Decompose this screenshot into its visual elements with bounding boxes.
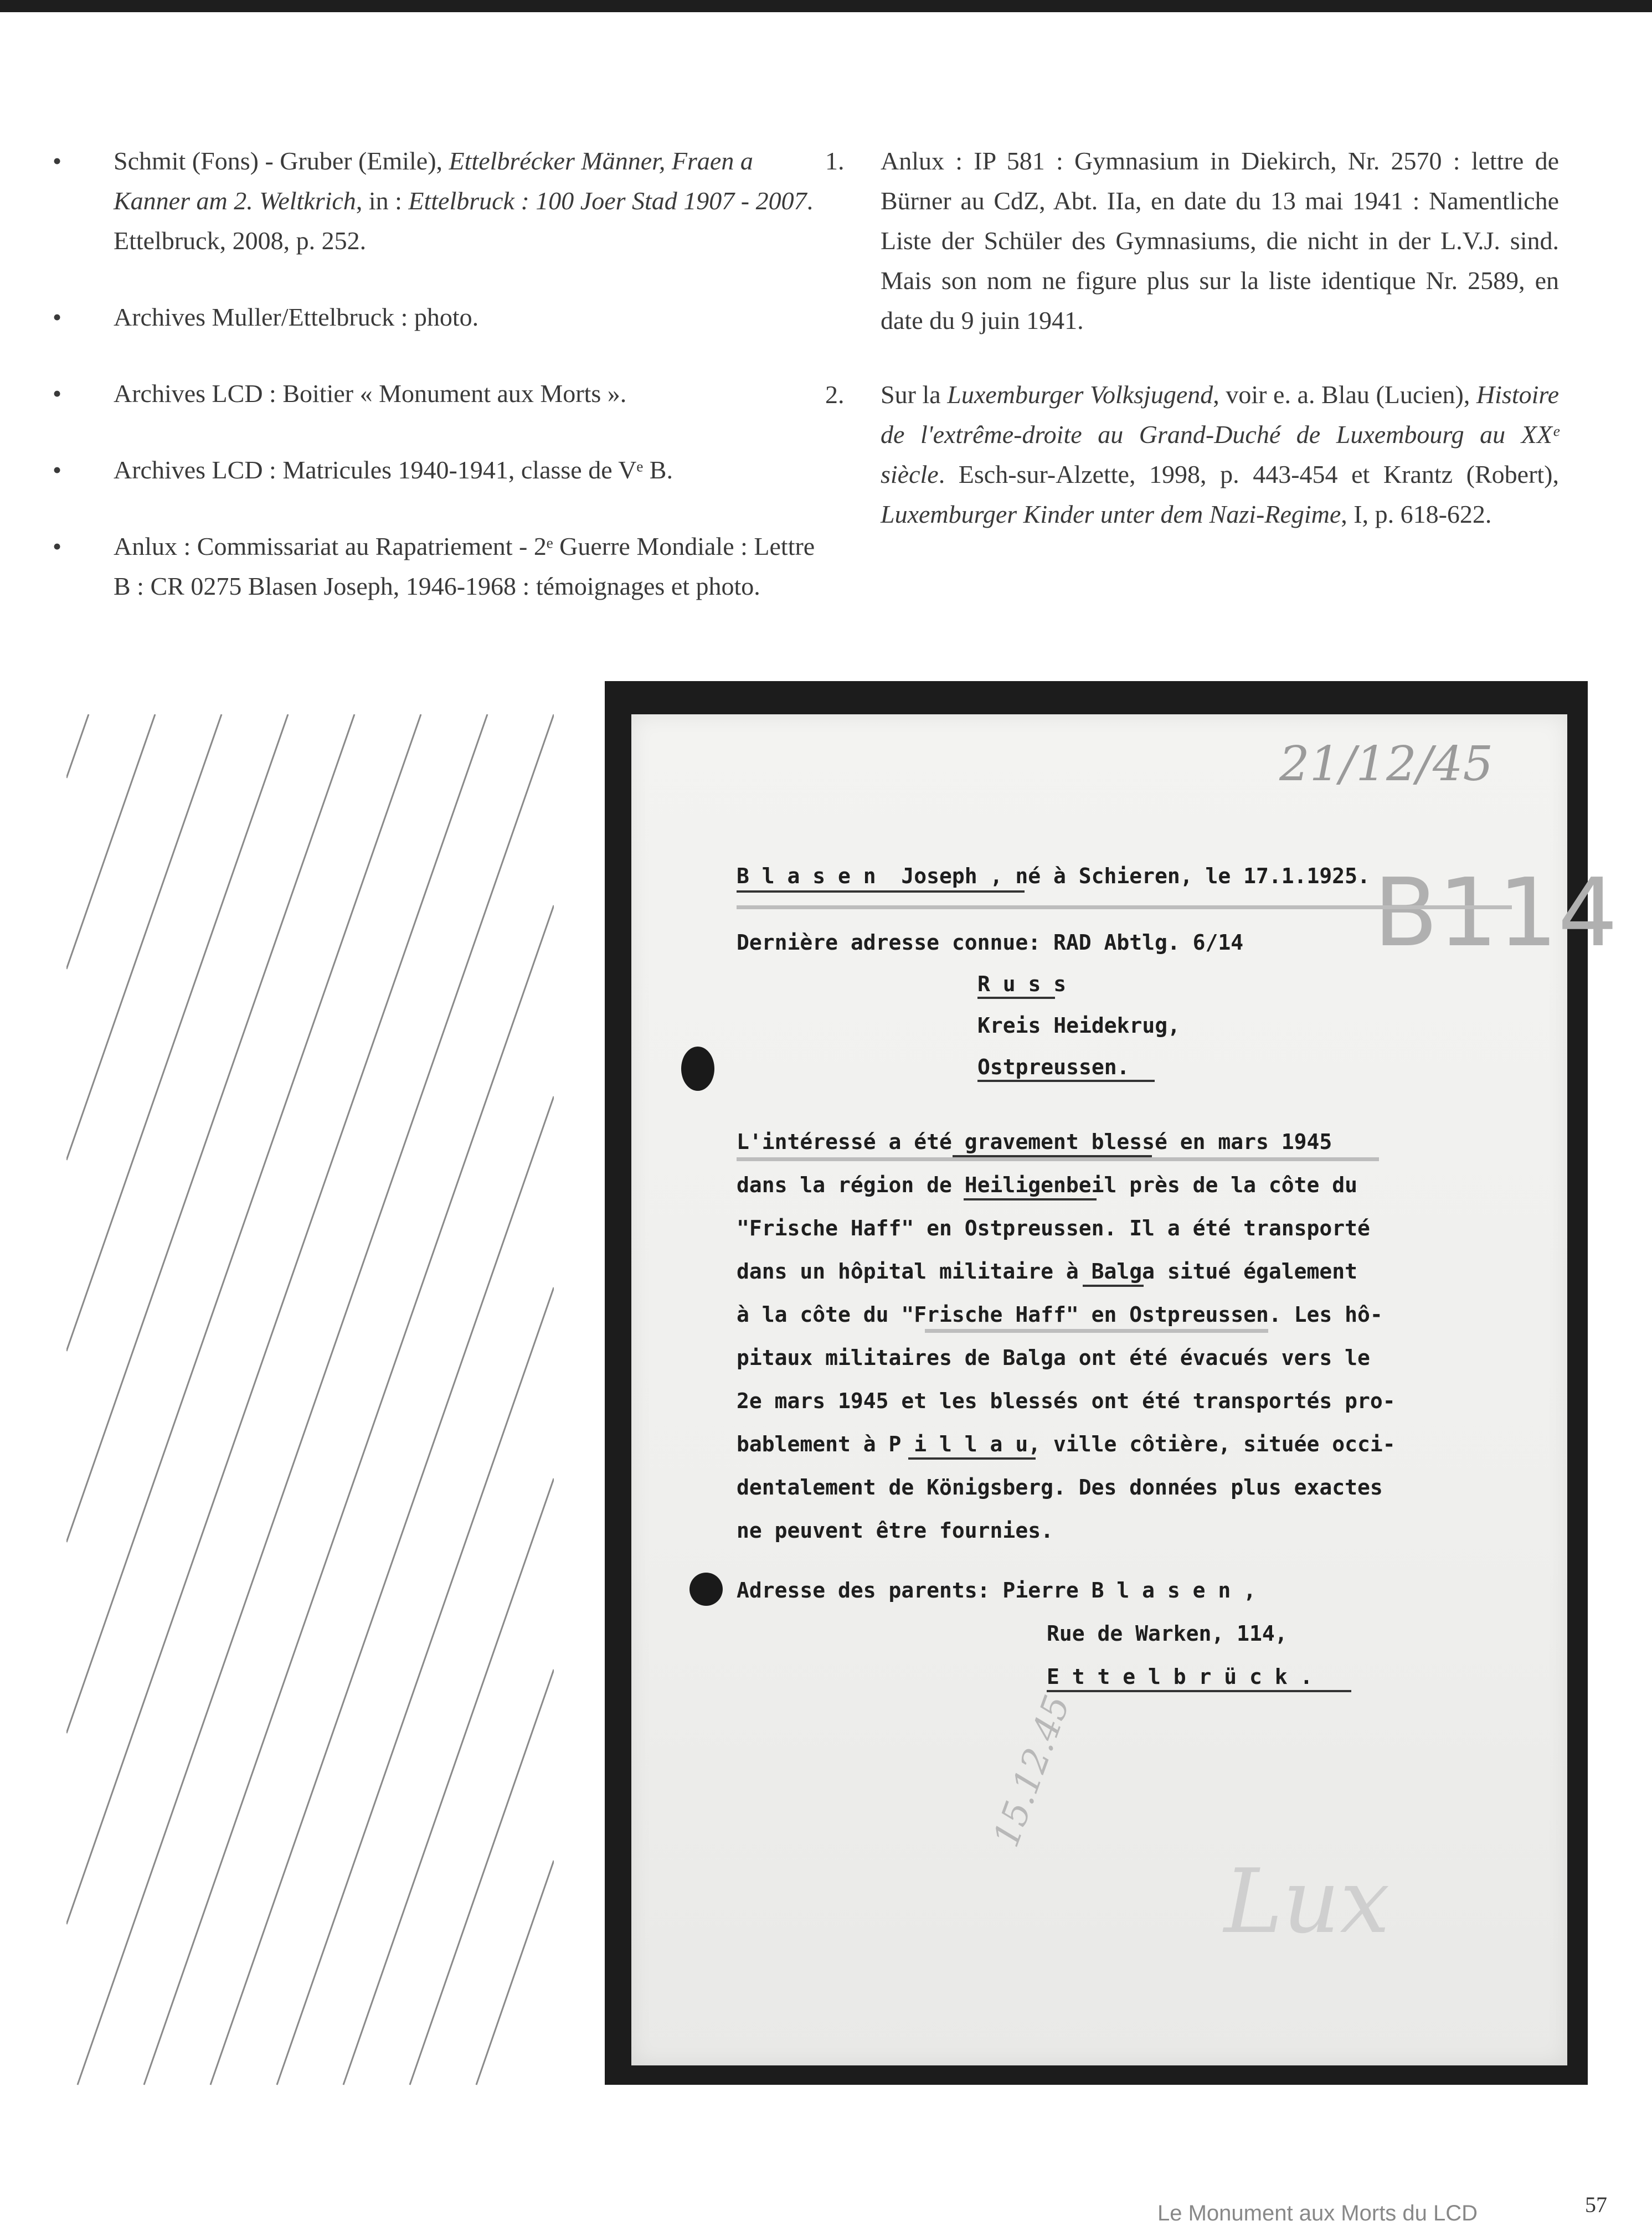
underline — [964, 1198, 1097, 1200]
doc-line: dentalement de Königsberg. Des données plus exactes — [737, 1475, 1383, 1500]
doc-line: dans la région de Heiligenbeil près de la côte du — [737, 1173, 1358, 1197]
doc-line: dans un hôpital militaire à Balga situé également — [737, 1259, 1358, 1284]
doc-line: bablement à P i l l a u, ville côtière, située occi- — [737, 1432, 1396, 1456]
underline — [977, 997, 1055, 999]
source-item: • Archives Muller/Ettelbruck : photo. — [53, 297, 817, 337]
doc-line-name: B l a s e n Joseph , né à Schieren, le 17.1.1925. — [737, 864, 1370, 888]
bullet-icon: • — [53, 456, 62, 484]
running-title: Le Monument aux Morts du LCD — [1157, 2201, 1478, 2225]
doc-line: 2e mars 1945 et les blessés ont été transportés pro- — [737, 1389, 1396, 1413]
handwritten-signature: Lux — [1224, 1849, 1390, 1953]
punch-hole — [681, 1047, 714, 1091]
footnote-number: 2. — [825, 380, 845, 409]
underline — [908, 1457, 1036, 1460]
source-item: • Archives LCD : Matricules 1940-1941, classe de Vᵉ B. — [53, 450, 817, 490]
date-stamp: 21/12/45 — [1279, 736, 1494, 792]
doc-line: ne peuvent être fournies. — [737, 1518, 1053, 1543]
doc-line: Kreis Heidekrug, — [977, 1013, 1181, 1038]
typed-document — [631, 714, 1618, 2065]
doc-line: R u s s — [977, 972, 1067, 996]
reference-mark: B114 — [1373, 858, 1618, 968]
doc-line: E t t e l b r ü c k . — [1047, 1665, 1313, 1689]
footnote — [825, 141, 1559, 341]
doc-line: Dernière adresse connue: RAD Abtlg. 6/14 — [737, 930, 1244, 955]
doc-line: Adresse des parents: Pierre B l a s e n , — [737, 1578, 1256, 1602]
footnotes-list — [825, 141, 1559, 569]
doc-line: pitaux militaires de Balga ont été évacués vers le — [737, 1346, 1370, 1370]
punch-hole — [689, 1573, 723, 1606]
underline — [1083, 1285, 1144, 1287]
page-number: 57 — [1585, 2192, 1607, 2217]
bullet-icon: • — [53, 379, 62, 408]
doc-line: à la côte du "Frische Haff" en Ostpreussen. Les hô- — [737, 1302, 1383, 1327]
underline — [737, 890, 1025, 893]
highlight-mark — [737, 905, 1512, 909]
source-item: • Archives LCD : Boitier « Monument aux Morts ». — [53, 374, 817, 414]
highlight-mark — [925, 1329, 1268, 1333]
footnote-text: Anlux : IP 581 : Gymnasium in Diekirch, Nr. 2570 : lettre de Bürner au CdZ, Abt. IIa, en date du 13 mai 1941 : Namentliche Liste der Schüler des Gymnasiums, die nicht in der L.V.J. sind. Mais son nom ne figure plus sur la liste identique Nr. 2589, en date du 9 juin 1941. — [881, 147, 1559, 334]
source-item: • Anlux : Commissariat au Rapatriement - 2ᵉ Guerre Mondiale : Lettre B : CR 0275 Blasen Joseph, 1946-1968 : témoignages et photo. — [53, 527, 817, 606]
doc-line: Ostpreussen. — [977, 1055, 1130, 1079]
sources-list — [53, 141, 817, 643]
bullet-icon: • — [53, 532, 62, 560]
source-item: • Schmit (Fons) - Gruber (Emile), Ettelbrécker Männer, Fraen a Kanner am 2. Weltkrich, in : Ettelbruck : 100 Joer Stad 1907 - 2007. Ettelbruck, 2008, p. 252. — [53, 141, 817, 261]
footnote-number: 1. — [825, 147, 845, 175]
doc-line: Rue de Warken, 114, — [1047, 1621, 1288, 1646]
bullet-icon: • — [53, 147, 62, 175]
underline — [1047, 1690, 1351, 1692]
top-border — [0, 0, 1652, 12]
footnote: 2. Sur la Luxemburger Volksjugend, voir e. a. Blau (Lucien), Histoire de l'extrême-droite au Grand-Duché de Luxembourg au XXᵉ siècle. Esch-sur-Alzette, 1998, p. 443-454 et Krantz (Robert), Luxemburger Kinder unter dem Nazi-Regime, I, p. 618-622. — [825, 375, 1559, 534]
handwritten-date: 15.12.45 — [986, 1690, 1079, 1853]
highlight-mark — [737, 1157, 1379, 1161]
doc-line: "Frische Haff" en Ostpreussen. Il a été transporté — [737, 1216, 1370, 1240]
underline — [977, 1080, 1155, 1082]
bullet-icon: • — [53, 303, 62, 331]
hatch-decoration — [66, 714, 554, 2099]
doc-line: L'intéressé a été gravement blessé en mars 1945 — [737, 1130, 1332, 1154]
